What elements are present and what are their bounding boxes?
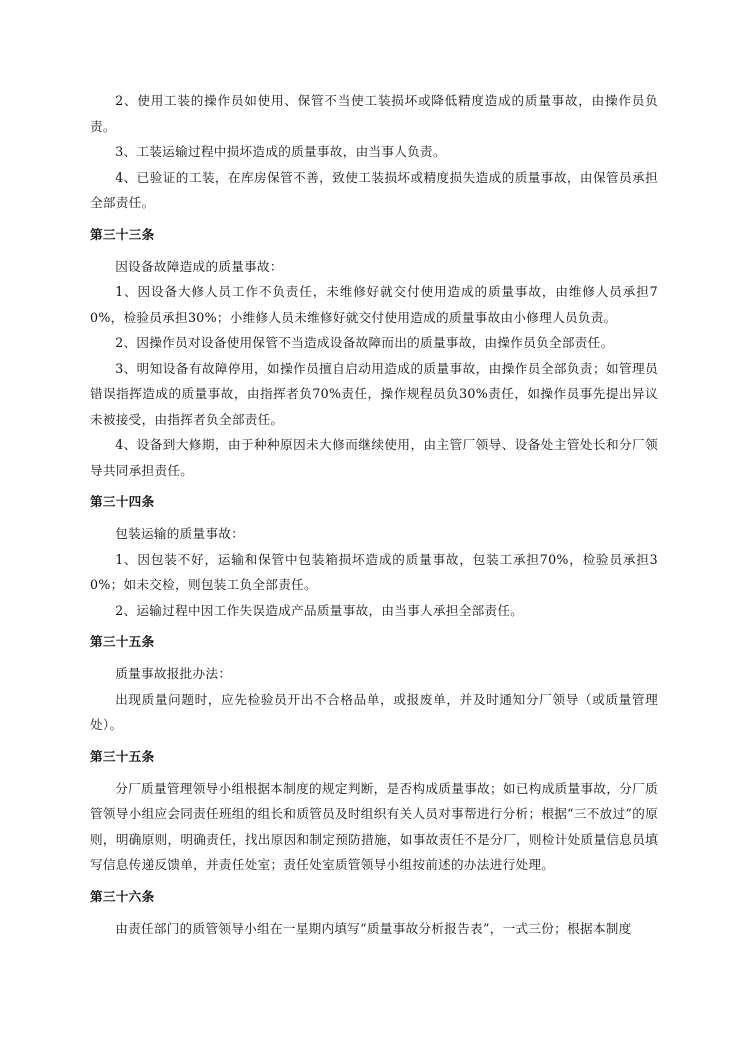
paragraph: 分厂质量管理领导小组根据本制度的规定判断，是否构成质量事故；如已构成质量事故，分厂质管领导小组应会同责任班组的组长和质管员及时组织有关人员对事帮进行分析；根据“三不放过”的原则，明确原则，明确责任，找出原因和制定预防措施，如事故责任不是分厂，则检计处质量信息员填写信息传递反馈单，并责任处室；责任处室质管领导小组按前述的办法进行处理。 <box>90 780 658 872</box>
article-33 <box>90 222 658 484</box>
paragraph: 3、工装运输过程中损坏造成的质量事故，由当事人负责。 <box>115 144 446 159</box>
paragraph: 3、明知设备有故障停用，如操作员擅自启动用造成的质量事故，由操作员全部负责；如管理员错误指挥造成的质量事故，由指挥者负70%责任，操作规程员负30%责任，如操作员事先提出异议未被接受，由指挥者负全部责任。 <box>90 360 658 427</box>
paragraph: 4、已验证的工装，在库房保管不善，致使工装损坏或精度损失造成的质量事故，由保管员承担全部责任。 <box>90 169 658 210</box>
intro-block <box>90 88 658 216</box>
article-35 <box>90 629 658 738</box>
article-heading: 第三十五条 <box>90 634 155 649</box>
paragraph: 出现质量问题时，应先检验员开出不合格品单，或报废单，并及时通知分厂领导（或质量管理处）。 <box>90 691 658 732</box>
paragraph: 2、使用工装的操作员如使用、保管不当使工装损坏或降低精度造成的质量事故，由操作员负责。 <box>90 93 658 134</box>
document-body <box>90 88 658 941</box>
article-heading: 第三十五条 <box>90 748 155 764</box>
paragraph: 1、因包装不好，运输和保管中包装箱损坏造成的质量事故，包装工承担70%，检验员承担30%；如未交检，则包装工负全部责任。 <box>90 551 658 592</box>
paragraph: 因设备故障造成的质量事故： <box>115 258 283 274</box>
paragraph: 4、设备到大修期，由于种种原因未大修而继续使用，由主管厂领导、设备处主管处长和分厂领导共同承担责任。 <box>90 437 658 478</box>
paragraph: 质量事故报批办法： <box>115 666 232 681</box>
paragraph: 由责任部门的质管领导小组在一星期内填写“质量事故分析报告表”，一式三份；根据本制度 <box>115 920 632 936</box>
article-35-repeat <box>90 744 658 878</box>
paragraph: 2、运输过程中因工作失误造成产品质量事故，由当事人承担全部责任。 <box>115 602 524 618</box>
paragraph: 1、因设备大修人员工作不负责任，未维修好就交付使用造成的质量事故，由维修人员承担70%，检验员承担30%；小维修人员未维修好就交付使用造成的质量事故由小修理人员负责。 <box>90 284 658 325</box>
article-34 <box>90 489 658 623</box>
paragraph: 2、因操作员对设备使用保管不当造成设备故障而出的质量事故，由操作员负全部责任。 <box>115 335 614 350</box>
article-heading: 第三十六条 <box>90 888 155 904</box>
paragraph: 包装运输的质量事故： <box>115 526 245 541</box>
article-heading: 第三十三条 <box>90 226 155 242</box>
article-36 <box>90 884 658 942</box>
article-heading: 第三十四条 <box>90 494 155 509</box>
